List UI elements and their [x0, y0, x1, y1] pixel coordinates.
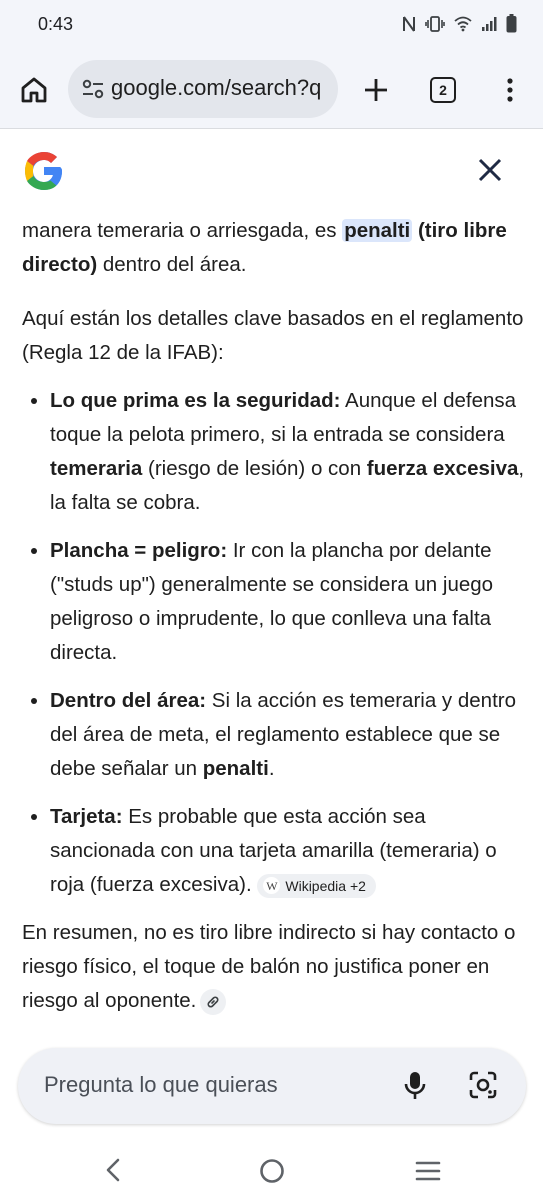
status-bar	[0, 0, 543, 52]
toolbar-divider	[0, 128, 543, 129]
bullet-text: .	[268, 757, 275, 780]
status-time: 0:43	[38, 14, 74, 34]
intro-text: manera temeraria o arriesgada, es	[22, 219, 343, 242]
details-intro: Aquí están los detalles clave basados en el reglamento (Regla 12 de la IFAB):	[22, 307, 524, 364]
close-icon[interactable]	[476, 156, 504, 184]
bullet-text: (riesgo de lesión) o con	[142, 457, 367, 480]
answer-summary	[22, 916, 527, 1018]
link-icon	[206, 995, 220, 1009]
system-nav-bar	[0, 1140, 543, 1200]
plus-icon[interactable]	[360, 74, 392, 106]
battery-icon	[506, 14, 517, 33]
more-vert-icon[interactable]	[500, 74, 520, 106]
list-item	[50, 684, 527, 786]
bullet-text: Si la acción es temeraria y dentro del área de meta, el reglamento establece que se debe señalar un	[50, 689, 517, 780]
list-item	[50, 384, 527, 520]
nfc-icon	[402, 15, 416, 33]
intro-post: dentro del área.	[97, 253, 247, 276]
bullet-bold: temeraria	[50, 457, 143, 480]
answer-intro	[22, 214, 527, 282]
list-item	[50, 800, 527, 902]
bullet-text: , la falta se cobra.	[50, 457, 525, 514]
browser-toolbar	[0, 52, 543, 128]
highlight-penalti[interactable]: penalti	[344, 219, 411, 242]
status-icons	[402, 14, 517, 33]
bullet-text: Es probable que esta acción sea sancionada con una tarjeta amarilla (temeraria) o roja (fuerza excesiva).	[50, 805, 497, 896]
tab-switcher-button[interactable]	[430, 77, 456, 103]
tab-count: 2	[439, 82, 447, 98]
bullet-title: Lo que prima es la seguridad:	[50, 389, 341, 412]
vibrate-icon	[425, 15, 445, 33]
bullet-title: Dentro del área:	[50, 689, 207, 712]
ai-answer	[22, 214, 527, 1018]
tune-icon[interactable]	[82, 79, 104, 99]
home-button[interactable]	[16, 72, 52, 108]
intro-bold: (tiro libre directo)	[22, 219, 507, 276]
lens-icon[interactable]	[468, 1070, 498, 1100]
bullet-text: Aunque el defensa toque la pelota primero, si la entrada se considera	[50, 389, 517, 446]
google-logo	[20, 147, 68, 195]
summary-text: En resumen, no es tiro libre indirecto si hay contacto o riesgo físico, el toque de balón no justifica poner en riesgo al oponente.	[22, 921, 516, 1012]
bullet-bold: fuerza excesiva	[366, 457, 519, 480]
signal-icon	[481, 16, 497, 32]
bullet-title: Tarjeta:	[50, 805, 123, 828]
source-label: Wikipedia +2	[285, 877, 366, 894]
mic-icon[interactable]	[402, 1070, 428, 1102]
source-chip-wikipedia[interactable]	[257, 874, 376, 898]
wifi-icon	[454, 16, 472, 32]
home-circle-icon[interactable]	[258, 1157, 286, 1185]
back-icon[interactable]	[100, 1156, 128, 1184]
recents-icon[interactable]	[414, 1159, 442, 1183]
address-bar[interactable]	[68, 60, 338, 118]
home-icon	[19, 75, 49, 105]
link-button[interactable]	[200, 989, 226, 1015]
wikipedia-icon: W	[263, 877, 280, 894]
url-text: google.com/search?q	[111, 75, 322, 100]
bullet-title: Plancha = peligro:	[50, 539, 228, 562]
list-item	[50, 534, 527, 670]
bullet-text: Ir con la plancha por delante ("studs up") generalmente se considera un juego peligroso o imprudente, lo que conlleva una falta directa.	[50, 539, 494, 664]
ask-placeholder: Pregunta lo que quieras	[44, 1072, 278, 1097]
details-list	[22, 384, 527, 902]
bullet-bold: penalti	[202, 757, 269, 780]
ask-input[interactable]	[18, 1048, 526, 1124]
